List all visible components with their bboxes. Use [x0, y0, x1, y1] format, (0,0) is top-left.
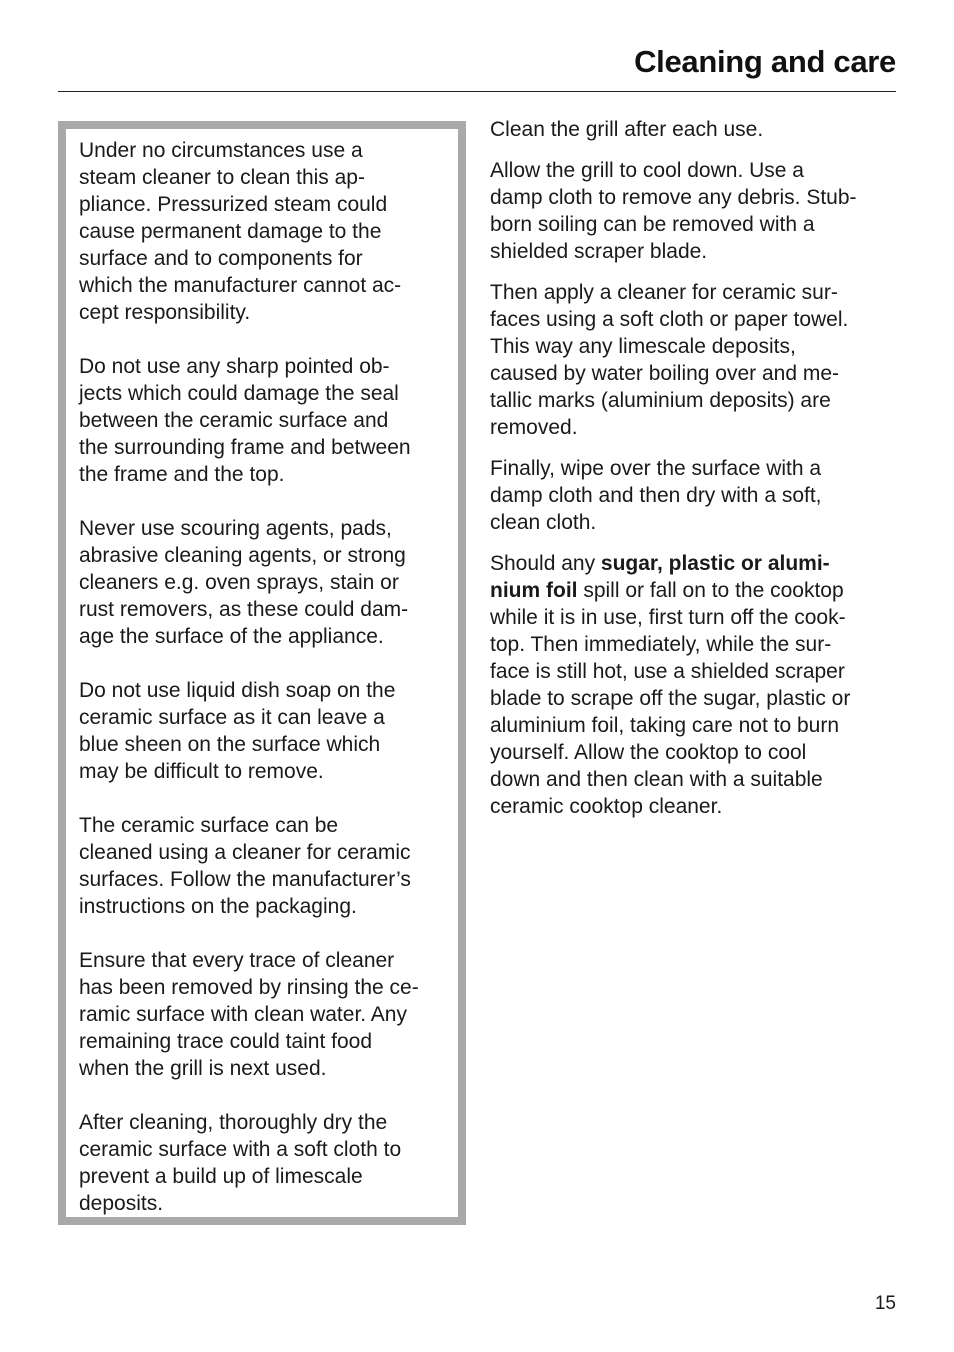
line: the frame and the top. — [79, 463, 285, 486]
line: blade to scrape off the sugar, plastic or — [490, 687, 851, 710]
warning-paragraph — [79, 812, 450, 920]
final-lines — [490, 606, 850, 818]
line: Never use scouring agents, pads, — [79, 517, 392, 540]
line: surface and to components for — [79, 247, 363, 270]
line: born soiling can be removed with a — [490, 213, 815, 236]
line: shielded scraper blade. — [490, 240, 708, 263]
page-title: Cleaning and care — [634, 44, 896, 79]
line: has been removed by rinsing the ce- — [79, 976, 419, 999]
line: while it is in use, first turn off the cook- — [490, 606, 846, 629]
bold-text: nium foil — [490, 579, 578, 602]
line: may be difficult to remove. — [79, 760, 324, 783]
line: ceramic cooktop cleaner. — [490, 795, 723, 818]
line: ramic surface with clean water. Any — [79, 1003, 407, 1026]
line: ceramic surface as it can leave a — [79, 706, 385, 729]
line: Under no circumstances use a — [79, 139, 363, 162]
warning-box — [58, 121, 466, 1225]
text-run: Should any — [490, 552, 601, 575]
line: between the ceramic surface and — [79, 409, 389, 432]
line: prevent a build up of limescale — [79, 1165, 363, 1188]
page-number: 15 — [874, 1293, 896, 1314]
paragraph — [490, 455, 900, 536]
warning-paragraph — [79, 677, 450, 785]
line: cleaned using a cleaner for ceramic — [79, 841, 411, 864]
line: surfaces. Follow the manufacturer’s — [79, 868, 411, 891]
line: the surrounding frame and between — [79, 436, 411, 459]
line: steam cleaner to clean this ap- — [79, 166, 365, 189]
line: cleaners e.g. oven sprays, stain or — [79, 571, 399, 594]
line: tallic marks (aluminium deposits) are — [490, 389, 831, 412]
text-run: spill or fall on to the cooktop — [577, 579, 844, 602]
line: instructions on the packaging. — [79, 895, 357, 918]
line — [490, 552, 830, 575]
right-paragraphs — [490, 116, 900, 536]
warning-paragraph — [79, 947, 450, 1082]
paragraph-spills — [490, 550, 900, 820]
line: Ensure that every trace of cleaner — [79, 949, 395, 972]
line — [490, 579, 844, 602]
line: blue sheen on the surface which — [79, 733, 381, 756]
line: yourself. Allow the cooktop to cool — [490, 741, 807, 764]
warning-paragraph — [79, 1109, 450, 1217]
line: deposits. — [79, 1192, 164, 1215]
line: top. Then immediately, while the sur- — [490, 633, 832, 656]
line: cept responsibility. — [79, 301, 251, 324]
line: damp cloth and then dry with a soft, — [490, 484, 822, 507]
paragraph — [490, 279, 900, 441]
line: cause permanent damage to the — [79, 220, 382, 243]
line: clean cloth. — [490, 511, 597, 534]
line: The ceramic surface can be — [79, 814, 339, 837]
line: Finally, wipe over the surface with a — [490, 457, 822, 480]
line: face is still hot, use a shielded scraper — [490, 660, 845, 683]
line: when the grill is next used. — [79, 1057, 327, 1080]
line: age the surface of the appliance. — [79, 625, 384, 648]
line: Then apply a cleaner for ceramic sur- — [490, 281, 838, 304]
line: Do not use liquid dish soap on the — [79, 679, 396, 702]
bold-text: sugar, plastic or alumi- — [600, 552, 830, 575]
line: Clean the grill after each use. — [490, 118, 764, 141]
line: This way any limescale deposits, — [490, 335, 796, 358]
warning-paragraph — [79, 515, 450, 650]
line: which the manufacturer cannot ac- — [79, 274, 402, 297]
line: rust removers, as these could dam- — [79, 598, 409, 621]
line: remaining trace could taint food — [79, 1030, 373, 1053]
line: Allow the grill to cool down. Use a — [490, 159, 804, 182]
right-column — [490, 116, 900, 834]
line: pliance. Pressurized steam could — [79, 193, 388, 216]
line: damp cloth to remove any debris. Stub- — [490, 186, 857, 209]
warning-paragraph — [79, 137, 450, 326]
line: aluminium foil, taking care not to burn — [490, 714, 840, 737]
line: faces using a soft cloth or paper towel. — [490, 308, 849, 331]
line: removed. — [490, 416, 578, 439]
line: caused by water boiling over and me- — [490, 362, 840, 385]
line: jects which could damage the seal — [79, 382, 399, 405]
paragraph — [490, 157, 900, 265]
header-divider — [58, 91, 896, 92]
line: ceramic surface with a soft cloth to — [79, 1138, 402, 1161]
line: down and then clean with a suitable — [490, 768, 823, 791]
warning-paragraph — [79, 353, 450, 488]
paragraph — [490, 116, 900, 143]
line: Do not use any sharp pointed ob- — [79, 355, 390, 378]
line: After cleaning, thoroughly dry the — [79, 1111, 388, 1134]
line: abrasive cleaning agents, or strong — [79, 544, 406, 567]
